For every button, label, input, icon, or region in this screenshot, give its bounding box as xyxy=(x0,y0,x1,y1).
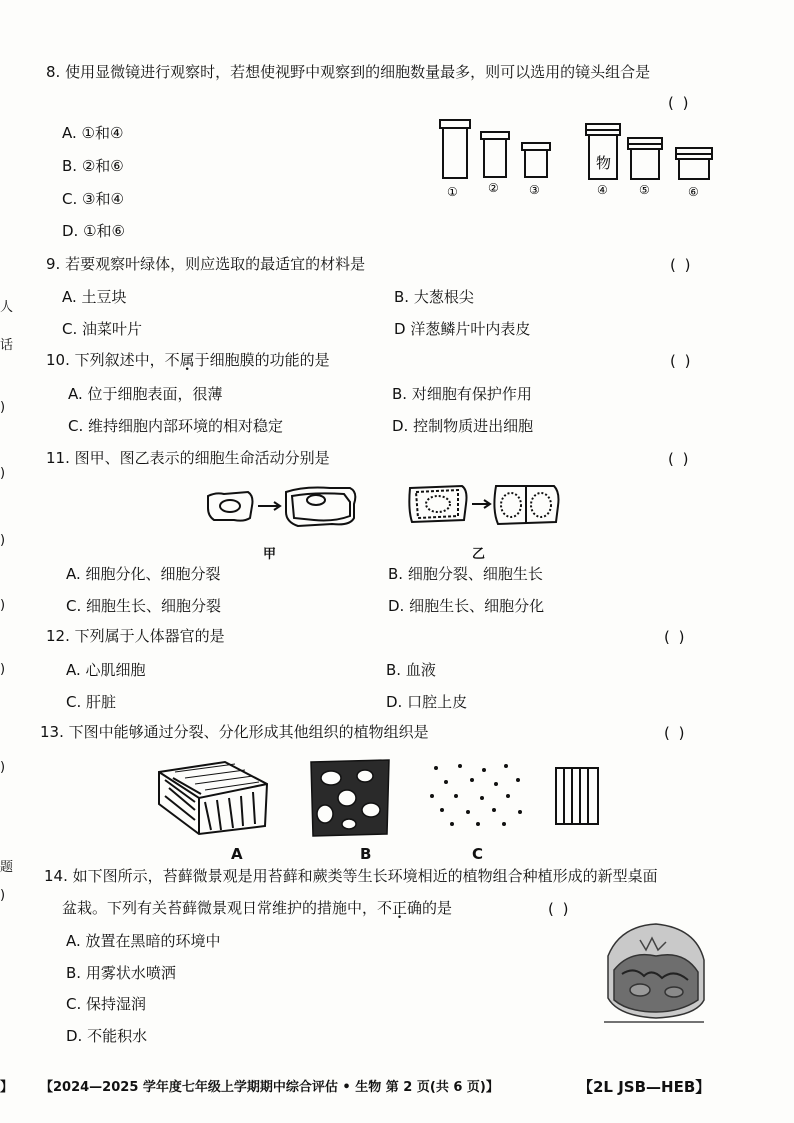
q10-stem-text-end: 细胞膜的功能的是 xyxy=(209,351,330,369)
q13-answer-paren[interactable]: ( ) xyxy=(664,724,687,742)
lens-label-3: ③ xyxy=(529,183,540,197)
q9-option-a[interactable]: A. 土豆块 xyxy=(62,288,127,306)
q13-tissue-b xyxy=(303,756,395,838)
q10-stem xyxy=(46,350,330,370)
margin-mark: 题 xyxy=(0,860,14,875)
q14-option-b[interactable]: B. 用雾状水喷洒 xyxy=(66,964,176,982)
q13-stem: 13. 下图中能够通过分裂、分化形成其他组织的植物组织是 xyxy=(40,723,429,741)
lens-4-text: 物 xyxy=(596,154,612,172)
q14-option-a[interactable]: A. 放置在黑暗的环境中 xyxy=(66,932,221,950)
lens-label-4: ④ xyxy=(597,183,608,197)
q13-tissue-a xyxy=(155,758,273,836)
q14-stem-text: 盆栽。下列有关苔藓微景观日常维护的措施中， xyxy=(62,899,378,917)
q10-stem-emphasis: 不属于 xyxy=(164,351,210,369)
q9-option-c[interactable]: C. 油菜叶片 xyxy=(62,320,143,338)
q13-label-b: B xyxy=(360,845,372,863)
q11-option-b[interactable]: B. 细胞分裂、细胞生长 xyxy=(388,565,543,583)
margin-mark: ) xyxy=(0,662,6,677)
q14-stem-text-end: 的是 xyxy=(422,899,453,917)
q8-answer-paren[interactable]: ( ) xyxy=(668,94,691,112)
q10-option-c[interactable]: C. 维持细胞内部环境的相对稳定 xyxy=(68,417,284,435)
q14-stem-line1: 14. 如下图所示，苔藓微景观是用苔藓和蕨类等生长环境相近的植物组合种植形成的新型桌面 xyxy=(44,867,658,885)
lens-5 xyxy=(628,138,662,179)
q11-figure-yi xyxy=(404,480,564,530)
margin-mark: ) xyxy=(0,533,6,548)
q9-stem: 9. 若要观察叶绿体，则应选取的最适宜的材料是 xyxy=(46,255,366,273)
q8-stem: 8. 使用显微镜进行观察时，若想使视野中观察到的细胞数量最多，则可以选用的镜头组合是 xyxy=(46,63,651,81)
q14-stem-emphasis: 不正确 xyxy=(377,899,423,917)
q8-option-d[interactable]: D. ①和⑥ xyxy=(62,222,125,240)
lens-3 xyxy=(522,143,550,177)
q11-stem: 11. 图甲、图乙表示的细胞生命活动分别是 xyxy=(46,449,330,467)
margin-mark: 人 xyxy=(0,300,14,315)
q10-option-d[interactable]: D. 控制物质进出细胞 xyxy=(392,417,534,435)
q14-option-d[interactable]: D. 不能积水 xyxy=(66,1027,148,1045)
q14-option-c[interactable]: C. 保持湿润 xyxy=(66,995,147,1013)
lens-6 xyxy=(676,148,712,179)
q12-answer-paren[interactable]: ( ) xyxy=(664,628,687,646)
lens-label-5: ⑤ xyxy=(639,183,650,197)
q10-option-a[interactable]: A. 位于细胞表面，很薄 xyxy=(68,385,223,403)
q14-answer-paren[interactable]: ( ) xyxy=(548,900,571,918)
q13-label-c: C xyxy=(472,845,484,863)
q9-option-b[interactable]: B. 大葱根尖 xyxy=(394,288,474,306)
q13-tissue-d xyxy=(552,764,602,828)
footer-code: 【2L JSB—HEB】 xyxy=(578,1078,711,1096)
q10-stem-text: 10. 下列叙述中， xyxy=(46,351,165,369)
margin-mark: ) xyxy=(0,760,6,775)
q11-label-yi: 乙 xyxy=(472,547,486,562)
margin-mark: ) xyxy=(0,400,6,415)
q10-answer-paren[interactable]: ( ) xyxy=(670,352,693,370)
margin-mark: ) xyxy=(0,466,6,481)
q13-tissue-c xyxy=(426,760,526,830)
q8-option-b[interactable]: B. ②和⑥ xyxy=(62,157,124,175)
q13-label-a: A xyxy=(231,845,243,863)
q12-option-b[interactable]: B. 血液 xyxy=(386,661,436,679)
q11-answer-paren[interactable]: ( ) xyxy=(668,450,691,468)
footer-title: 【2024—2025 学年度七年级上学期期中综合评估 • 生物 第 2 页(共 6 页)】 xyxy=(40,1080,499,1095)
lens-label-2: ② xyxy=(488,181,499,195)
q9-answer-paren[interactable]: ( ) xyxy=(670,256,693,274)
margin-mark: ) xyxy=(0,598,6,613)
q11-option-d[interactable]: D. 细胞生长、细胞分化 xyxy=(388,597,545,615)
q11-option-c[interactable]: C. 细胞生长、细胞分裂 xyxy=(66,597,222,615)
q12-stem: 12. 下列属于人体器官的是 xyxy=(46,627,225,645)
lens-label-6: ⑥ xyxy=(688,185,699,199)
q8-option-c[interactable]: C. ③和④ xyxy=(62,190,124,208)
lens-label-1: ① xyxy=(447,185,458,199)
q11-label-jia: 甲 xyxy=(263,547,277,562)
q9-option-d[interactable]: D 洋葱鳞片叶内表皮 xyxy=(394,320,531,338)
q10-option-b[interactable]: B. 对细胞有保护作用 xyxy=(392,385,532,403)
q8-lens-figure xyxy=(430,118,730,208)
margin-mark: 话 xyxy=(0,338,14,353)
margin-mark: ) xyxy=(0,888,6,903)
lens-1 xyxy=(440,120,470,178)
footer-left-edge: 】 xyxy=(0,1080,14,1095)
q8-option-a[interactable]: A. ①和④ xyxy=(62,124,124,142)
q12-option-c[interactable]: C. 肝脏 xyxy=(66,693,117,711)
q12-option-a[interactable]: A. 心肌细胞 xyxy=(66,661,146,679)
q14-stem-line2 xyxy=(62,898,452,918)
q14-moss-terrarium-image xyxy=(600,920,710,1026)
q11-option-a[interactable]: A. 细胞分化、细胞分裂 xyxy=(66,565,221,583)
lens-2 xyxy=(481,132,509,177)
q12-option-d[interactable]: D. 口腔上皮 xyxy=(386,693,468,711)
q11-figure-jia xyxy=(204,484,364,530)
